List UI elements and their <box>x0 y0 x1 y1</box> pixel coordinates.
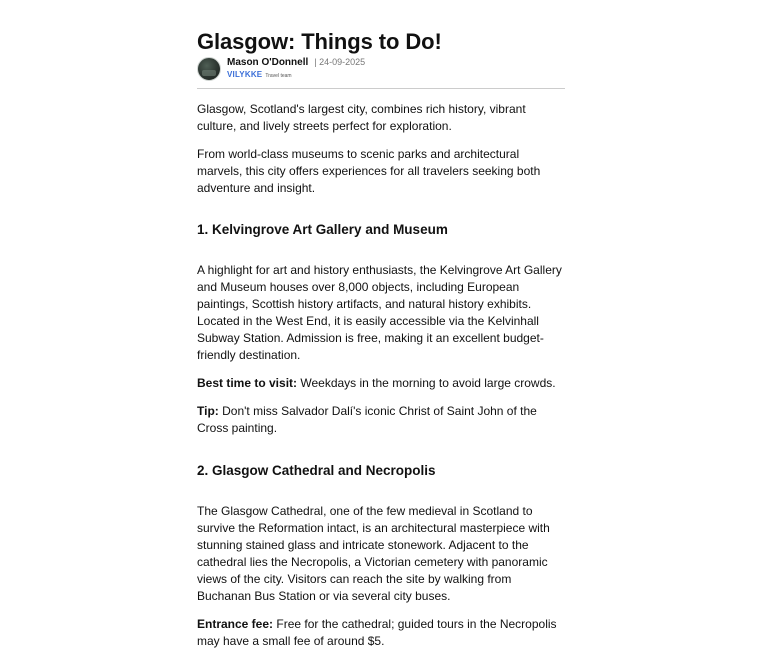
publish-date: | 24-09-2025 <box>314 57 366 67</box>
best-time-text: Weekdays in the morning to avoid large crowds. <box>297 376 556 390</box>
author-name[interactable]: Mason O'Donnell <box>227 57 309 68</box>
intro-paragraph: From world-class museums to scenic parks and architectural marvels, this city offers experiences for all travelers seeking both adventure and insight. <box>197 147 541 195</box>
section-heading: 2. Glasgow Cathedral and Necropolis <box>197 463 436 478</box>
section-body: A highlight for art and history enthusiasts, the Kelvingrove Art Gallery and Museum houses over 8,000 objects, including European paintings, Scottish history artifacts, and natural history exhibits. Located in the West End, it is easily accessible via the Kelvinhall Subway Station. Admission is free, making it an excellent budget-friendly destination. <box>197 263 562 362</box>
best-time-label: Best time to visit: <box>197 376 298 390</box>
byline-text <box>227 57 365 79</box>
section-body: The Glasgow Cathedral, one of the few medieval in Scotland to survive the Reformation intact, is an architectural masterpiece with stunning stained glass and intricate stonework. Adjacent to the cathedral lies the Necropolis, a Victorian cemetery with panoramic views of the city. Visitors can reach the site by walking from Buchanan Bus Station or via several city buses. <box>197 504 550 603</box>
team-row <box>227 70 365 79</box>
avatar[interactable] <box>197 57 221 81</box>
section-heading: 1. Kelvingrove Art Gallery and Museum <box>197 222 448 237</box>
article <box>197 28 565 650</box>
team-label: Travel team <box>265 73 292 79</box>
author-row <box>227 57 365 71</box>
best-time-paragraph <box>197 375 565 392</box>
entrance-fee-text: Free for the cathedral; guided tours in the Necropolis may have a small fee of around $5. <box>197 617 557 648</box>
intro-paragraph: Glasgow, Scotland's largest city, combines rich history, vibrant culture, and lively streets perfect for exploration. <box>197 102 526 133</box>
tip-text: Don't miss Salvador Dalí's iconic Christ of Saint John of the Cross painting. <box>197 404 537 435</box>
entrance-fee-paragraph <box>197 616 565 650</box>
brand-logo[interactable]: VILYKKE <box>227 70 263 79</box>
page-title: Glasgow: Things to Do! <box>197 29 442 54</box>
tip-label: Tip: <box>197 404 219 418</box>
divider <box>197 88 565 89</box>
tip-paragraph <box>197 403 565 437</box>
byline <box>197 57 565 83</box>
entrance-fee-label: Entrance fee: <box>197 617 274 631</box>
